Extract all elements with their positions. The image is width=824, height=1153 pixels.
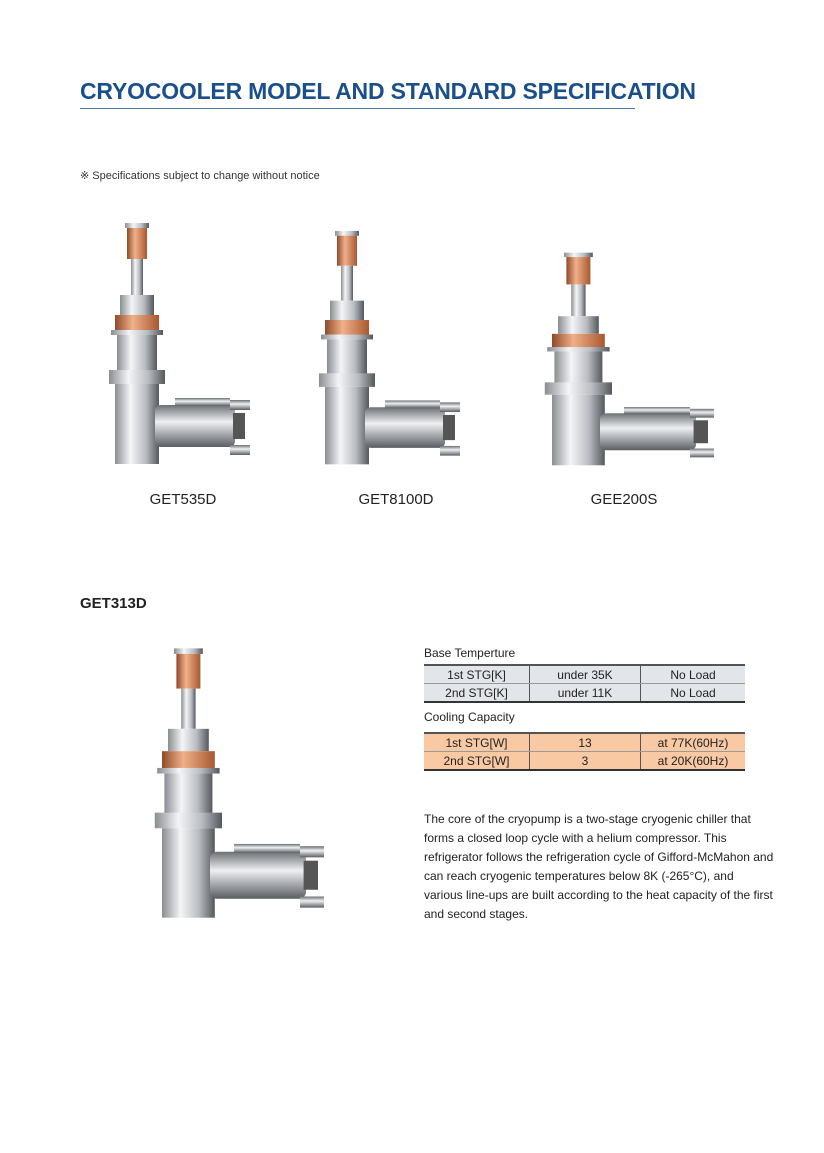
table-row	[424, 684, 745, 703]
spec-notice: ※ Specifications subject to change without notice	[80, 170, 320, 182]
table-cell: 2nd STG[K]	[424, 684, 530, 703]
model-label: GET8100D	[358, 491, 434, 508]
product-image-get535d	[105, 220, 255, 475]
table-row	[424, 752, 745, 771]
table-cell: No Load	[641, 665, 746, 684]
model-label: GET535D	[149, 491, 217, 508]
title-underline	[80, 108, 635, 109]
product-image-get8100d	[315, 228, 465, 475]
table-row	[424, 665, 745, 684]
page-title: CRYOCOOLER MODEL AND STANDARD SPECIFICATION	[80, 78, 696, 104]
cryocooler-illustration	[105, 220, 255, 475]
table-cell: 1st STG[W]	[424, 733, 530, 752]
table-cell: 1st STG[K]	[424, 665, 530, 684]
cryocooler-illustration	[540, 250, 720, 475]
section-heading: GET313D	[80, 595, 147, 612]
table-cell: No Load	[641, 684, 746, 703]
table-cell: at 20K(60Hz)	[641, 752, 746, 771]
base-temperature-label: Base Temperture	[424, 646, 516, 660]
table-cell: 3	[530, 752, 641, 771]
base-temperature-table	[424, 664, 745, 703]
cooling-capacity-table	[424, 732, 745, 771]
table-cell: 13	[530, 733, 641, 752]
table-cell: at 77K(60Hz)	[641, 733, 746, 752]
table-cell: under 35K	[530, 665, 641, 684]
model-label: GEE200S	[590, 491, 658, 508]
cooling-capacity-label: Cooling Capacity	[424, 710, 515, 724]
cryocooler-illustration	[150, 645, 330, 930]
table-cell: 2nd STG[W]	[424, 752, 530, 771]
description-text: The core of the cryopump is a two-stage cryogenic chiller that forms a closed loop cycle with a helium compressor. This refrigerator follows the refrigeration cycle of Gifford-McMahon and can reach cryogenic temperatures below 8K (-265°C), and various line-ups are built according to the heat capacity of the first and second stages.	[424, 812, 774, 921]
product-image-gee200s	[540, 250, 720, 475]
cryocooler-illustration	[315, 228, 465, 475]
product-image-get313d	[150, 645, 330, 930]
table-row	[424, 733, 745, 752]
table-cell: under 11K	[530, 684, 641, 703]
